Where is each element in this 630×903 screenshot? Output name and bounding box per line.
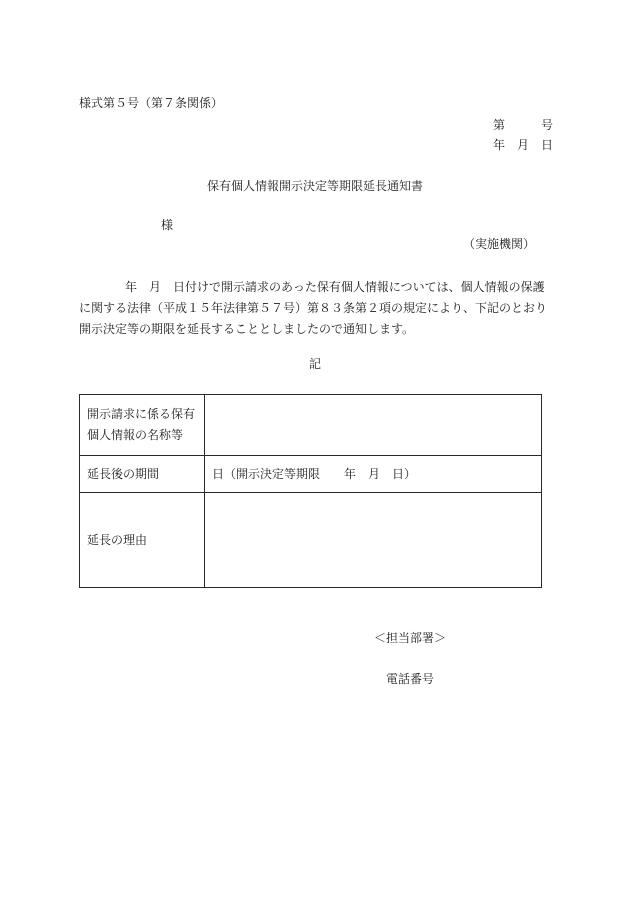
- request-info-value: [205, 395, 542, 456]
- ref-number-suffix: 号: [541, 118, 554, 132]
- issue-date: 年 月 日: [493, 138, 554, 152]
- request-info-label: 開示請求に係る保有個人情報の名称等: [87, 407, 196, 442]
- addressee: 様: [161, 218, 174, 232]
- extension-reason-label: 延長の理由: [80, 493, 205, 588]
- phone-label: 電話番号: [386, 672, 435, 686]
- table-row: [80, 395, 542, 456]
- reference-number: [493, 119, 553, 131]
- extension-period-value: 日（開示決定等期限 年 月 日）: [205, 456, 542, 493]
- table-row: [80, 493, 542, 588]
- document-title: 保有個人情報開示決定等期限延長通知書: [206, 179, 423, 193]
- department-label: ＜担当部署＞: [374, 631, 447, 645]
- extension-period-label: 延長後の期間: [80, 456, 205, 493]
- notice-body: 年 月 日付けで開示請求のあった保有個人情報については、個人情報の保護に関する法律（平成１５年法律第５７号）第８３条第２項の規定により、下記のとおり開示決定等の期限を延長することとしましたので通知します。: [79, 280, 548, 336]
- details-table: [79, 394, 542, 588]
- ki-heading: 記: [308, 357, 321, 371]
- table-row: [80, 456, 542, 493]
- issuing-agency: （実施機関）: [463, 237, 536, 251]
- table-label-cell: [80, 395, 205, 456]
- extension-reason-value: [205, 493, 542, 588]
- ref-number-prefix: 第: [493, 118, 506, 132]
- form-number: 様式第５号（第７条関係）: [79, 96, 224, 110]
